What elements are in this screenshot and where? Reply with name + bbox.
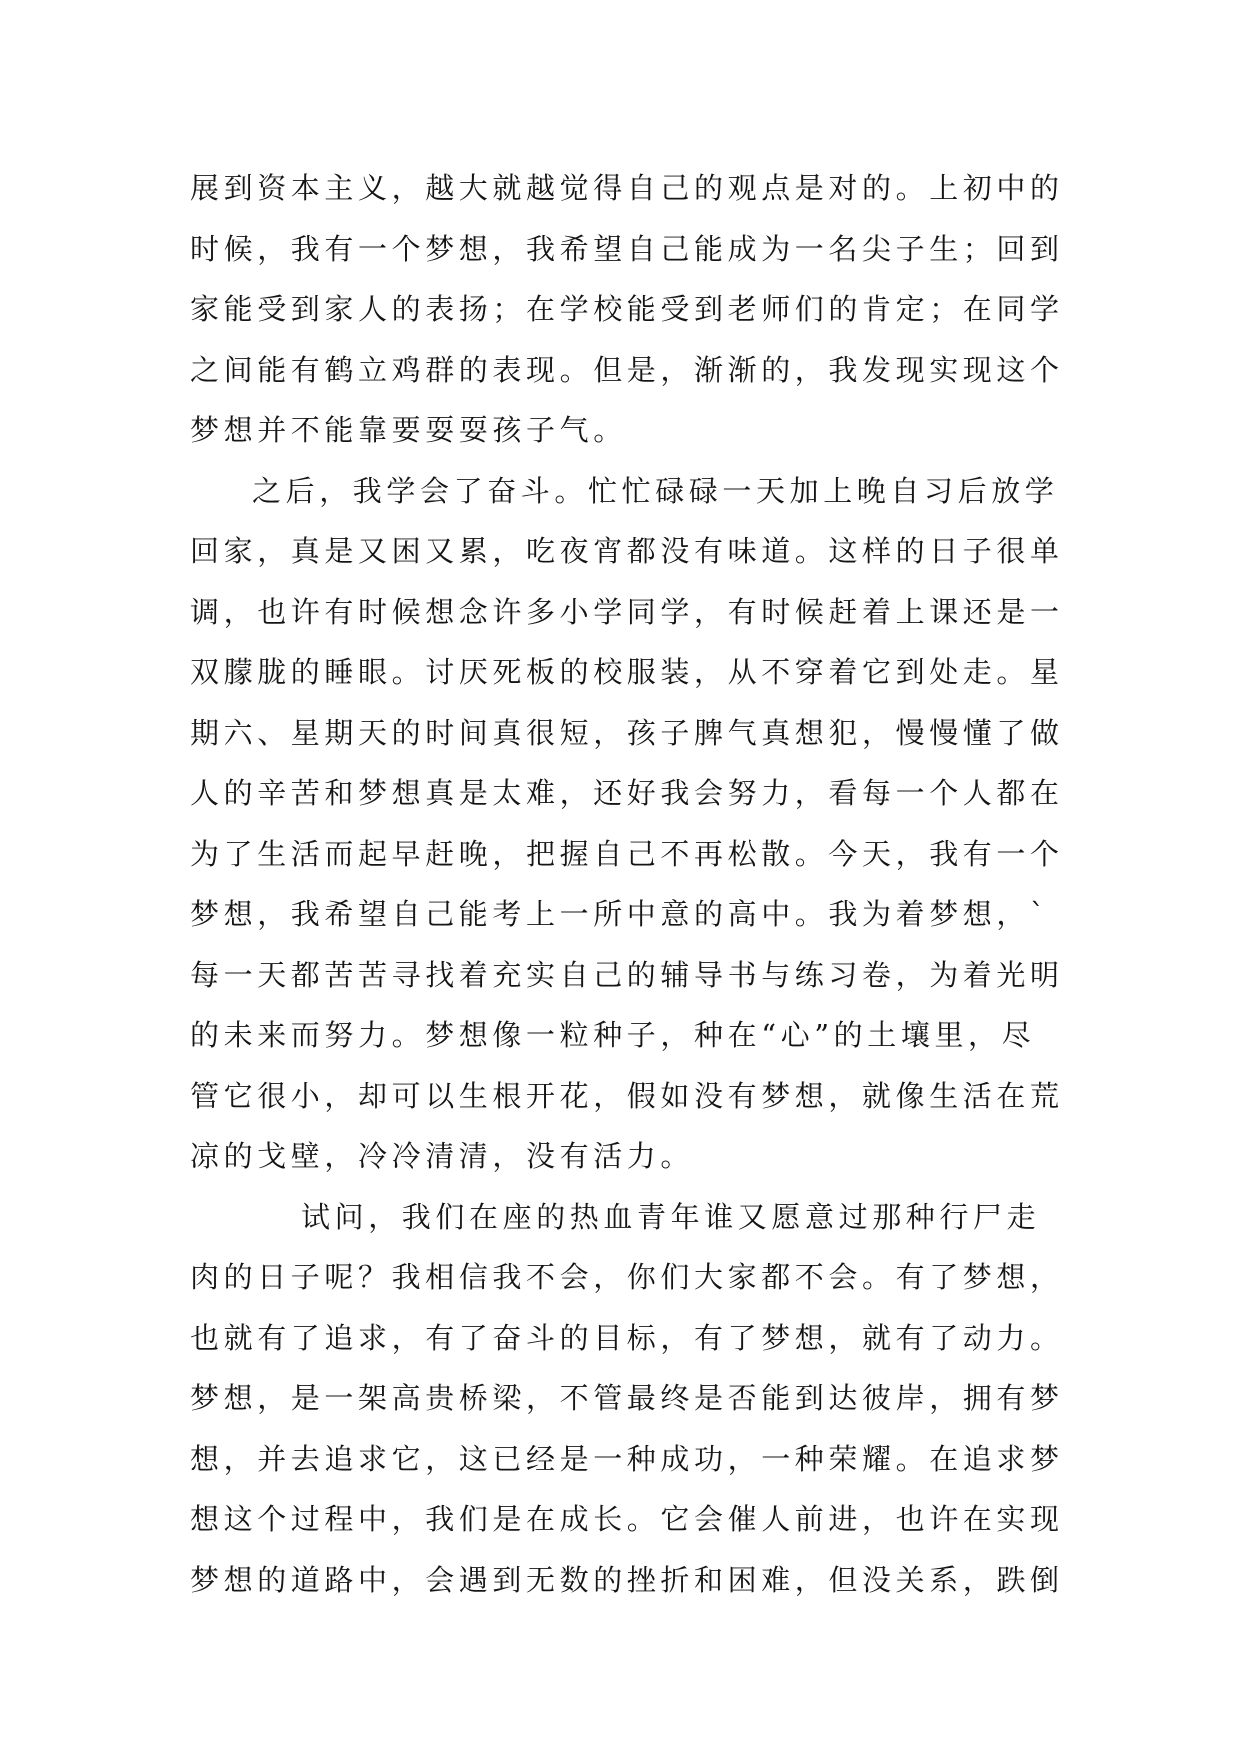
text-line: 想这个过程中，我们是在成长。它会催人前进，也许在实现 — [190, 1502, 1064, 1536]
text-line: 想，并去追求它，这已经是一种成功，一种荣耀。在追求梦 — [190, 1441, 1064, 1476]
text-line: 人的辛苦和梦想真是太难，还好我会努力，看每一个人都在 — [190, 776, 1064, 810]
text-line: 回家，真是又困又累，吃夜宵都没有味道。这样的日子很单 — [190, 534, 1064, 568]
text-line: 的未来而努力。梦想像一粒种子，种在“心”的土壤里，尽 — [190, 1018, 1036, 1052]
text-line: 调，也许有时候想念许多小学同学，有时候赶着上课还是一 — [190, 594, 1064, 629]
text-line: 也就有了追求，有了奋斗的目标，有了梦想，就有了动力。 — [190, 1320, 1064, 1355]
text-line: 双朦胧的睡眼。讨厌死板的校服装，从不穿着它到处走。星 — [190, 655, 1064, 689]
text-line: 每一天都苦苦寻找着充实自己的辅导书与练习卷，为着光明 — [190, 957, 1064, 992]
body-text — [190, 158, 1070, 1610]
text-line: 为了生活而起早赶晚，把握自己不再松散。今天，我有一个 — [190, 836, 1064, 871]
text-line: 家能受到家人的表扬；在学校能受到老师们的肯定；在同学 — [190, 292, 1064, 326]
text-line: 梦想并不能靠要耍耍孩子气。 — [190, 413, 627, 447]
text-line: 展到资本主义，越大就越觉得自己的观点是对的。上初中的 — [190, 171, 1064, 205]
text-line: 梦想，是一架高贵桥梁，不管最终是否能到达彼岸，拥有梦 — [190, 1381, 1064, 1415]
text-line: 期六、星期天的时间真很短，孩子脾气真想犯，慢慢懂了做 — [190, 715, 1064, 750]
text-line: 之间能有鹤立鸡群的表现。但是，渐渐的，我发现实现这个 — [190, 352, 1064, 387]
text-line: 试问，我们在座的热血青年谁又愿意过那种行尸走 — [301, 1199, 1041, 1234]
text-line: 梦想，我希望自己能考上一所中意的高中。我为着梦想，` — [190, 897, 1050, 931]
text-line: 凉的戈壁，冷冷清清，没有活力。 — [190, 1139, 695, 1173]
text-line: 管它很小，却可以生根开花，假如没有梦想，就像生活在荒 — [190, 1078, 1064, 1113]
text-line: 之后，我学会了奋斗。忙忙碌碌一天加上晚自习后放学 — [252, 473, 1059, 508]
text-line: 梦想的道路中，会遇到无数的挫折和困难，但没关系，跌倒 — [190, 1562, 1064, 1597]
text-line: 肉的日子呢？我相信我不会，你们大家都不会。有了梦想， — [190, 1260, 1064, 1294]
text-line: 时候，我有一个梦想，我希望自己能成为一名尖子生；回到 — [190, 231, 1064, 266]
